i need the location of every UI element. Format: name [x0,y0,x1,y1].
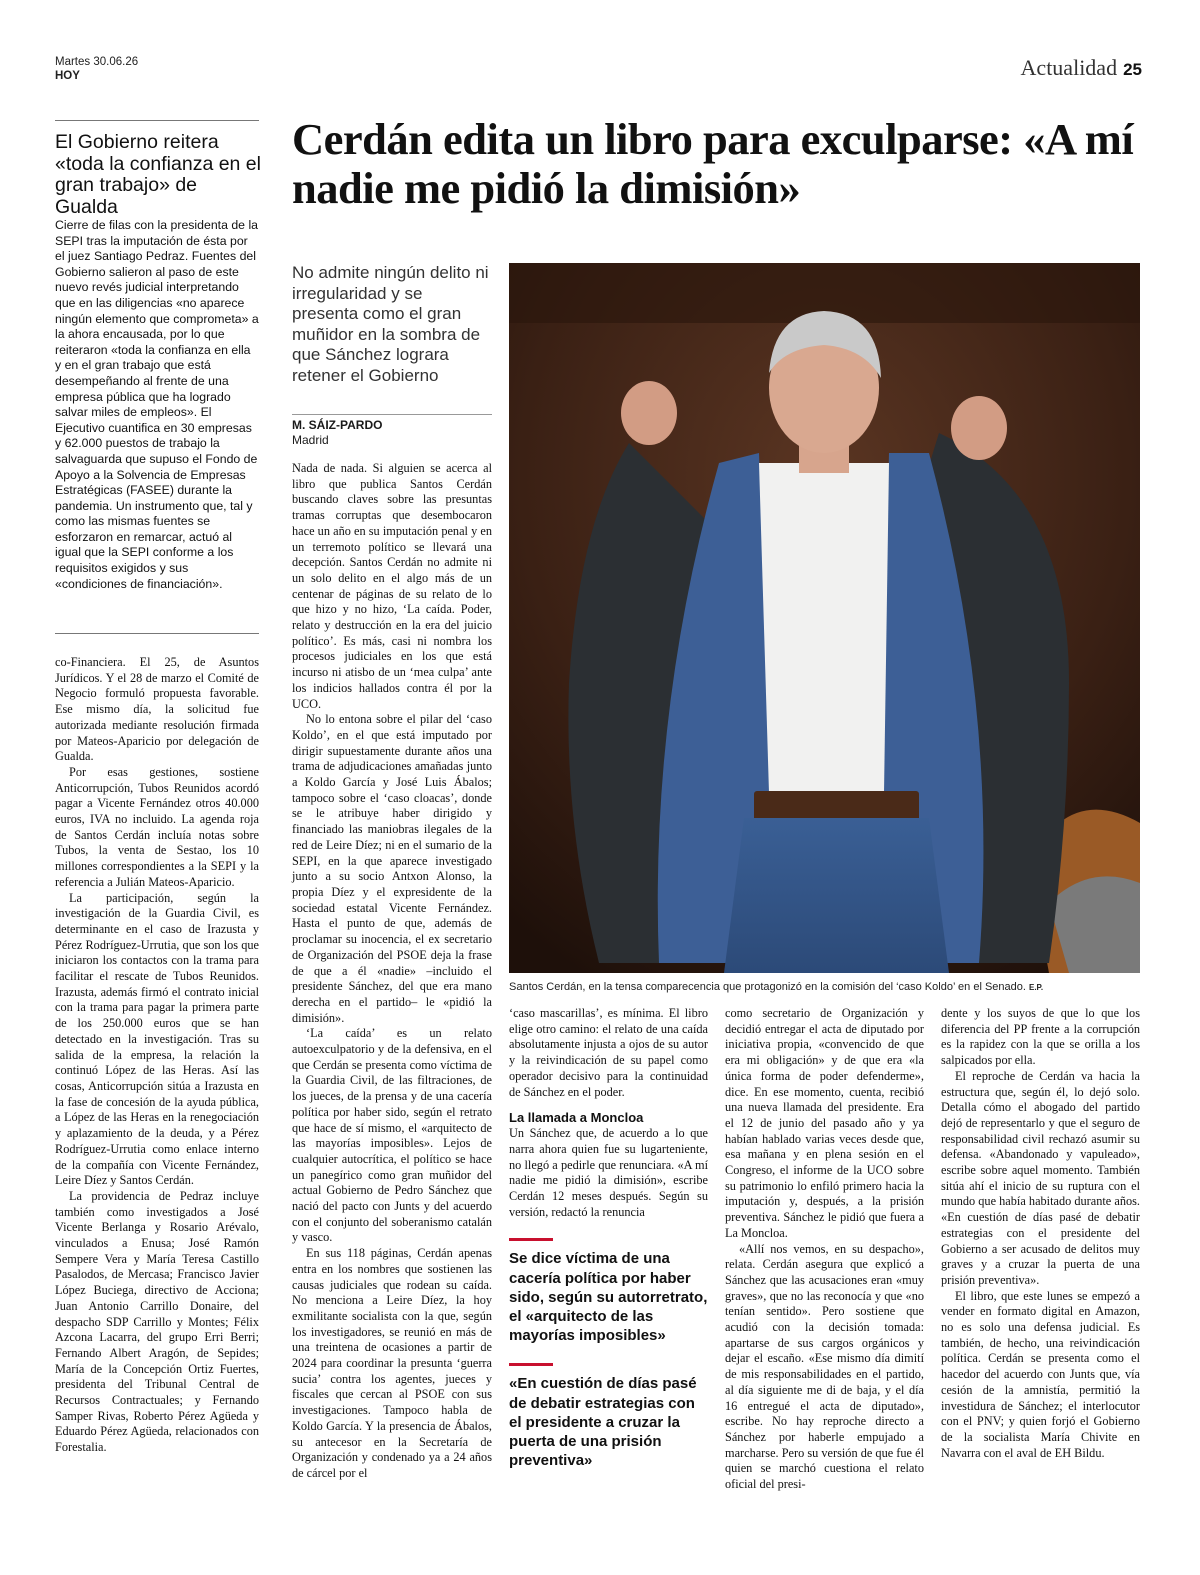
col2-paragraph: No lo entona sobre el pilar del ‘caso Koldo’, en el que está imputado por dirigir supuestamente durante años una trama de adjudicaciones amañadas junto a Koldo García y José Luis Ábalos; tampoco sobre el ‘caso cloacas’, donde se le atribuye haber dirigido y financiado las maniobras ilegales de la red de Leire Díez; ni en el sumario de la SEPI, en la que aparece investigado junto a su socio Antxon Alonso, la propia Díez y el expresidente de la sociedad estatal Vicente Fernández. Hasta el punto de que, además de proclamar su inocencia, el ex secretario de Organización del PSOE deja la frase de que a él «nadie» –incluido el presidente Sánchez, del que era mano derecha en el partido– le «pidió la dimisión». [292,712,492,1025]
sidebar-text: Cierre de filas con la presidenta de la SEPI tras la imputación de ésta por el juez Santiago Pedraz. Fuentes del Gobierno salieron al paso de este nuevo revés judicial interpretando que en las diligencias «no aparece ningún elemento que comprometa» a la ahora encausada, por lo que reiteraron «toda la confianza en ella y en el gran trabajo que está desempeñando al frente de una empresa pública que ha logrado salvar miles de empleos». El Ejecutivo cuantifica en 30 empresas y 62.000 puestos de trabajo la salvaguarda que supuso el Fondo de Apoyo a la Solvencia de Empresas Estratégicas (FASEE) durante la pandemia. Un instrumento que, tal y como las mismas fuentes se esforzaron en remarcar, actuó al igual que la SEPI conforme a los requisitos exigidos y sus «condiciones de financiación». [55,218,259,591]
col2-paragraph: En sus 118 páginas, Cerdán apenas entra en los nombres que sostienen las causas judiciales que rodean su caída. No menciona a Leire Díez, la hoy exmilitante socialista con la que, según los investigadores, se reunió en más de una treintena de ocasiones a partir de 2024 para coordinar la presunta ‘guerra sucia’ contra los agentes, jueces y fiscales que cercan al PSOE con sus investigaciones. Tampoco habla de Koldo García. Y la presencia de Ábalos, su antecesor en la Secretaría de Organización y condenado ya a 24 años de cárcel por el [292,1246,492,1480]
article-column-4 [725,1006,924,1493]
col5-paragraph: El libro, que este lunes se empezó a vender en formato digital en Amazon, no es solo una defensa judicial. Es también, de hecho, una reivindicación política. Cerdán se presenta como el hacedor del acuerdo con Junts que, vía cesión de la amnistía, permitió la investidura de Sánchez; el interlocutor con el PNV; y quien forjó el Gobierno de la socialista María Chivite en Navarra con el aval de EH Bildu. [941,1288,1140,1460]
article-column-5 [941,1006,1140,1461]
sidebar-body [55,218,259,592]
article-column-2 [292,461,492,1482]
byline-author: M. SÁIZ-PARDO [292,418,383,432]
issue-date-block [55,55,138,83]
sidebar-bottom-rule [55,633,259,634]
col5-paragraph: El reproche de Cerdán va hacia la estructura que, según él, lo dejó solo. Detalla cómo el abogado del partido dejó de representarlo y que el seguro de responsabilidad civil rechazó asumir su defensa. «Abandonado y vapuleado», escribe sobre aquel momento. También sitúa ahí el inicio de su ruptura con el mundo que había habitado durante años. «En cuestión de días pasé de debatir estrategias con el presidente del Gobierno a ser acusado de delitos muy graves y a cruzar la puerta de una prisión preventiva». [941,1068,1140,1287]
issue-date: Martes 30.06.26 [55,56,139,68]
pull-quote-2: «En cuestión de días pasé de debatir estrategias con el presidente a cruzar la puerta de una prisión preventiva» [509,1375,697,1470]
page-number: 25 [1123,60,1142,79]
photo-credit: E.P. [1029,983,1044,992]
col2-paragraph: ‘La caída’ es un relato autoexculpatorio y de la defensiva, en el que Cerdán se presenta como víctima de la Guardia Civil, de las filtraciones, de los jueces, de la prensa y de una cacería política por haber sido, según el retrato que hace de sí mismo, el «arquitecto de las mayorías imposibles». Lejos de cualquier autocrítica, el político se hace un panegírico como gran muñidor del actual Gobierno de Pedro Sánchez que nació del pacto con Junts y del acuerdo con el conjunto del soberanismo catalán y vasco. [292,1026,492,1245]
col5-paragraph: dente y los suyos de que lo que los diferencia del PP frente a la corrupción es la rapidez con la que se orilla a los salpicados por ella. [941,1006,1140,1068]
article-photo [509,263,1140,973]
col3-paragraph: ‘caso mascarillas’, es mínima. El libro elige otro camino: el relato de una caída absolutamente injusta a ojos de su autor y la reivindicación de su papel como operador decisivo para la continuidad de Sánchez en el poder. [509,1006,708,1099]
section-name: Actualidad [1020,55,1118,80]
col1-paragraph: La participación, según la investigación de la Guardia Civil, es determinante en el caso de Irazusta y Pérez Rodríguez-Urrutia, que son los que iniciaron los contactos con la trama para facilitar el rescate de Tubos Reunidos. Irazusta, además firmó el contrato inicial con la trama para pagar la primera parte de los 250.000 euros que se han detectado en la investigación. Tras su salida de la empresa, la relación la continuó López de las Heras. Así las cosas, Anticorrupción sitúa a Irazusta en la fase de concesión de la ayuda pública, a López de las Heras en la renegociación y aplazamiento de la deuda, y a Pérez Rodríguez-Urrutia como enlace interno de la compañía con Vicente Fernández, Leire Díez y Santos Cerdán. [55,890,259,1188]
photo-illustration [509,263,1140,973]
photo-caption: Santos Cerdán, en la tensa comparecencia que protagonizó en la comisión del ‘caso Koldo’ en el Senado. [509,981,1026,993]
col4-paragraph: «Allí nos vemos, en su despacho», relata. Cerdán asegura que explicó a Sánchez que las acusaciones eran «muy graves», que no las reconocía y que «no tenían sentido». Pero sostiene que acudió con la decisión tomada: apartarse de sus cargos orgánicos y dejar el escaño. «Ese mismo día dimití de mis responsabilidades en el partido, al día siguiente me di de baja, y el día 16 entregué el acta de diputado», escribe. No hay reproche directo a Sánchez por haberle empujado a marcharse. Pero su versión de que fue él quien se marchó cuestiona el relato oficial del presi- [725,1241,924,1492]
byline-rule [292,414,492,415]
col2-paragraph: Nada de nada. Si alguien se acerca al libro que publica Santos Cerdán buscando claves sobre las presuntas tramas corruptas que desembocaron hace un año en su imputación penal y en un terremoto político se llevará una decepción. Santos Cerdán no admite ni un solo delito en el algo más de un centenar de páginas de su relato de lo que hizo y no hizo, ‘La caída. Poder, relato y destrucción en la era del juicio político’. Es más, casi ni nombra los procesos judiciales en los que está incurso ni atisbo de un ‘mea culpa’ ante los indicios hallados contra él por la UCO. [292,461,492,711]
col1-paragraph: Por esas gestiones, sostiene Anticorrupción, Tubos Reunidos acordó pagar a Vicente Fernández otros 40.000 euros, IVA no incluido. La agenda roja de Santos Cerdán incluía notas sobre Tubos, la venta de Sestao, los 10 millones correspondientes a la SEPI y la referencia a Julián Mateos-Aparicio. [55,764,259,889]
section-header [1021,55,1142,81]
newspaper-name: HOY [55,70,80,82]
article-column-1 [55,655,259,1456]
col1-paragraph: La providencia de Pedraz incluye también como investigados a José Vicente Berlanga y Rosario Arévalo, vinculados a Enusa; José Ramón Sempere Vera y María Teresa Castillo Pasalodos, de Mercasa; Francisco Javier López Buciega, directivo de Acciona; Juan Antonio Carrillo Donaire, del despacho SDP Carrillo y Montes; Félix Azcona Lacarra, del grupo Erri Berri; Fernando Albert Aragón, de Sepides; María de la Concepción Ortiz Fuertes, presidenta del Tribunal Central de Recursos Contractuales; y Fernando Samper Rivas, Roberto Pérez Agüeda y Eduardo Pérez Agüeda, relacionados con Forestalia. [55,1188,259,1455]
col1-paragraph: co-Financiera. El 25, de Asuntos Jurídicos. Y el 28 de marzo el Comité de Negocio formuló propuesta favorable. Ese mismo día, la solicitud fue autorizada mediante resolución firmada por Mateos-Aparicio por delegación de Gualda. [55,655,259,764]
col4-paragraph: como secretario de Organización y decidió entregar el acta de diputado por iniciativa propia, «convencido de que era mi obligación» y de que era «la única forma de poder defenderme», dice. En ese momento, cuenta, recibió una nueva llamada del presidente. Era el 12 de junio del pasado año y ya habían hablado varias veces desde que, esa mañana y en plena sesión en el Congreso, el informe de la UCO sobre su patrimonio lo enfiló primero hacia la imputación y, después, a la prisión preventiva. Sánchez le pidió que fuera a La Moncloa. [725,1006,924,1240]
pull-quote-1: Se dice víctima de una cacería política por haber sido, según su autorretrato, el «arquitecto de las mayorías imposibles» [509,1250,708,1345]
section-subtitle: La llamada a Moncloa [509,1110,644,1126]
article-column-3 [509,1006,708,1470]
byline [292,418,382,448]
photo-caption-block [509,980,1149,995]
sidebar-title: El Gobierno reitera «toda la confianza en el gran trabajo» de Gualda [55,131,261,218]
pull-quote-2-bar [509,1363,553,1366]
sidebar-top-rule [55,120,259,121]
pull-quote-1-bar [509,1238,553,1241]
article-subhead: No admite ningún delito ni irregularidad y se presenta como el gran muñidor en la sombra de que Sánchez lograra retener el Gobierno [292,263,489,385]
article-headline: Cerdán edita un libro para exculparse: «A mí nadie me pidió la dimisión» [292,114,1134,213]
col3-paragraph: Un Sánchez que, de acuerdo a lo que narra ahora quien fue su lugarteniente, no llegó a pedirle que renunciara. «A mí nadie me pidió la dimisión», escribe Cerdán 12 meses después. Según su versión, redactó la renuncia [509,1126,708,1219]
byline-place: Madrid [292,433,329,447]
